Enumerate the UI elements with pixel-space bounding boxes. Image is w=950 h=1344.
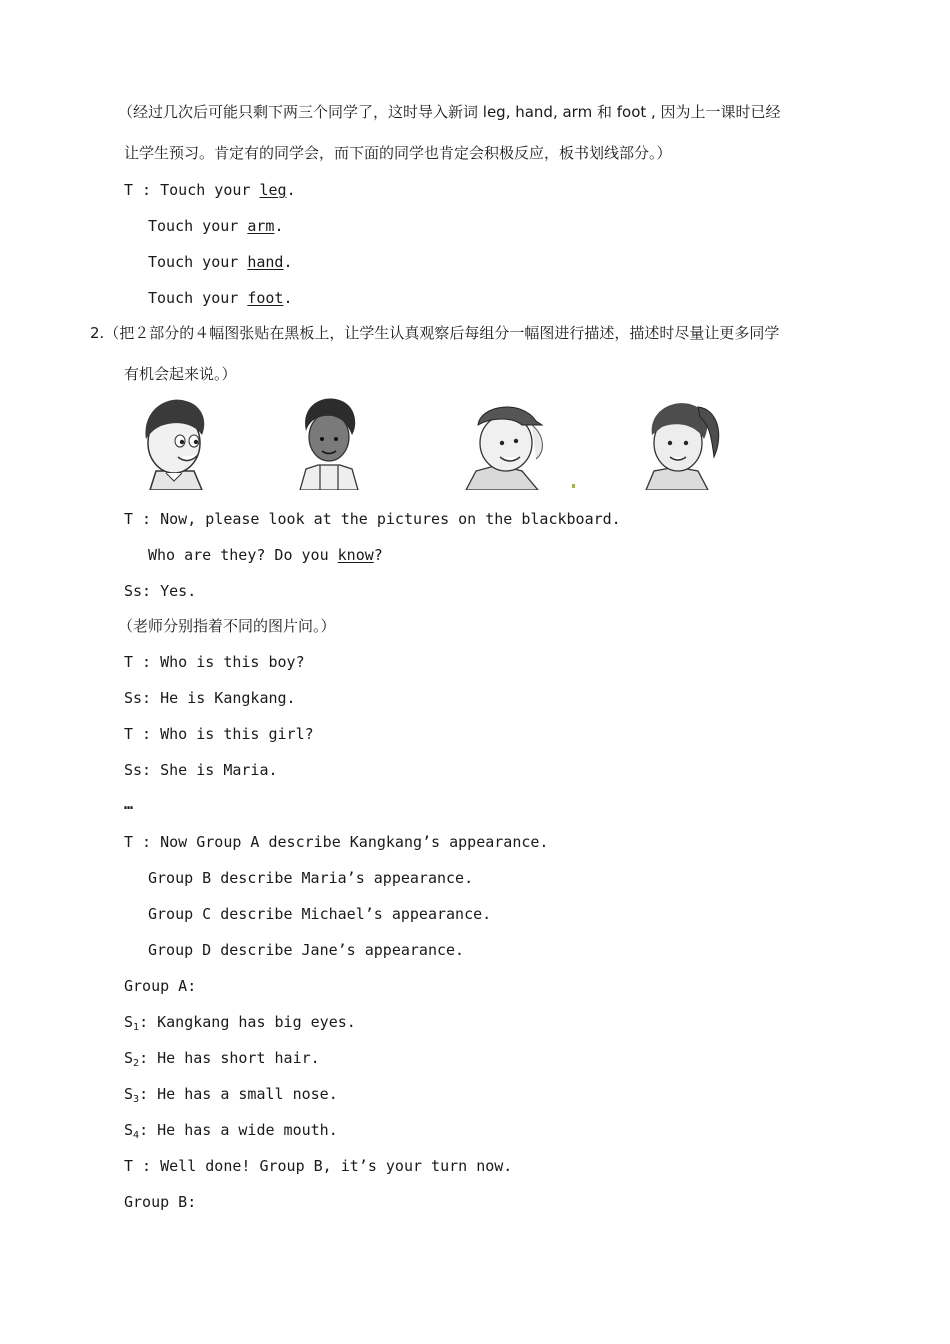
touch-prefix: Touch your [160, 181, 260, 199]
intro-line-1: （经过几次后可能只剩下两三个同学了，这时导入新词 leg, hand, arm 和 foot , 因为上一课时已经 [118, 103, 781, 121]
step2-line-1: 2.（把２部分的４幅图张贴在黑板上，让学生认真观察后每组分一幅图进行描述，描述时尽量让更多同学 [90, 324, 780, 342]
touch-line-4: Touch your foot. [148, 289, 293, 307]
dialogue-line: T : Who is this girl? [124, 725, 314, 743]
touch-line-3: Touch your hand. [148, 253, 293, 271]
student-line: $S_3$: He has a small nose. [124, 1085, 338, 1105]
vocab-word: leg [259, 181, 287, 199]
dialogue-line: T : Who is this boy? [124, 653, 305, 671]
ellipsis: … [124, 795, 134, 813]
vocab-word: arm [247, 217, 275, 235]
touch-prefix: Touch your [148, 253, 248, 271]
student-line: $S_1$: Kangkang has big eyes. [124, 1013, 356, 1033]
dialogue-line: Ss: She is Maria. [124, 761, 278, 779]
cap-boy-icon [462, 395, 557, 490]
dialogue-line: T : Now Group A describe Kangkang’s appearance. [124, 833, 549, 851]
step2-line-2: 有机会起来说。） [124, 365, 237, 383]
dialogue-line: Ss: Yes. [124, 582, 197, 600]
touch-line-1: T : Touch your leg. [124, 181, 296, 199]
vocab-word: foot [247, 289, 284, 307]
group-label: Group A: [124, 977, 197, 995]
dialogue-line: T : Now, please look at the pictures on the blackboard. [124, 510, 621, 528]
vocab-word: know [337, 546, 374, 564]
dialogue-line: Group C describe Michael’s appearance. [148, 905, 492, 923]
student-line: $S_4$: He has a wide mouth. [124, 1121, 338, 1141]
dialogue-line: Group D describe Jane’s appearance. [148, 941, 465, 959]
dialogue-line: T : Well done! Group B, it’s your turn now. [124, 1157, 513, 1175]
curly-hair-boy-icon [294, 395, 364, 490]
dialogue-line: Who are they? Do you know? [148, 546, 383, 564]
dialogue-line: Group B describe Maria’s appearance. [148, 869, 474, 887]
teacher-note: （老师分别指着不同的图片问。） [118, 617, 336, 635]
dialogue-line: Ss: He is Kangkang. [124, 689, 296, 707]
touch-prefix: Touch your [148, 217, 248, 235]
ponytail-girl-icon [638, 395, 728, 490]
group-label: Group B: [124, 1193, 197, 1211]
green-dot [572, 484, 575, 488]
vocab-word: hand [247, 253, 284, 271]
student-line: $S_2$: He has short hair. [124, 1049, 320, 1069]
touch-prefix: Touch your [148, 289, 248, 307]
boy-face-icon [136, 395, 216, 490]
intro-line-2: 让学生预习。肯定有的同学会，而下面的同学也肯定会积极反应，板书划线部分。） [124, 144, 672, 162]
touch-line-2: Touch your arm. [148, 217, 284, 235]
speaker: T : [124, 181, 161, 199]
